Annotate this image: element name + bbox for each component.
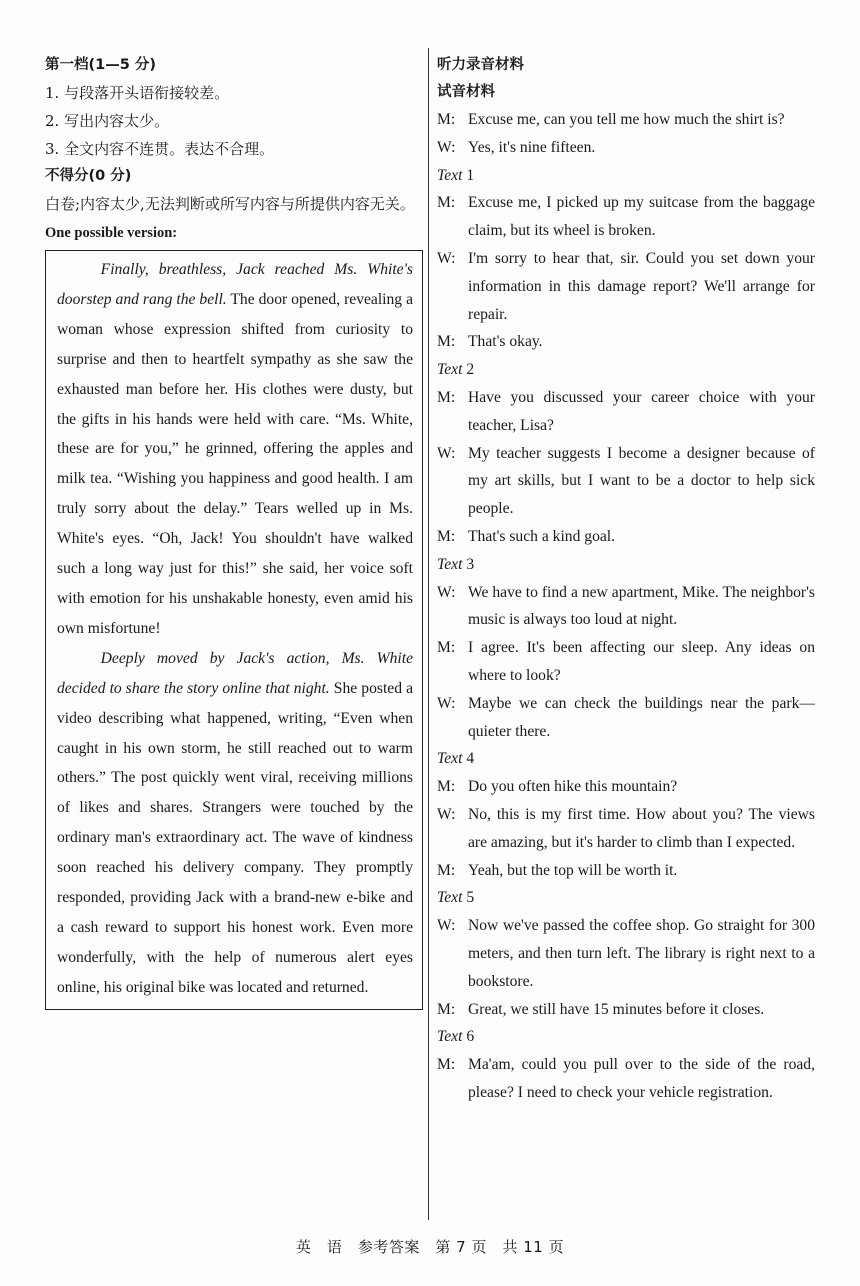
dialogue-text: Now we've passed the coffee shop. Go straight for 300 meters, and then turn left. The library is right next to a bookstore. [468, 917, 815, 990]
text-section-label [437, 1023, 815, 1051]
speaker-label: M: [437, 527, 456, 545]
text-section-label [437, 745, 815, 773]
speaker-label: M: [437, 778, 456, 796]
speaker-label: W: [437, 583, 456, 601]
text-label-number: 5 [462, 889, 475, 907]
dialogue-text: Yes, it's nine fifteen. [468, 138, 596, 156]
dialogue-line [437, 106, 815, 134]
grade0-text: 白卷;内容太少,无法判断或所写内容与所提供内容无关。 [45, 195, 415, 213]
text-label-number: 3 [462, 555, 475, 573]
speaker-label: M: [437, 333, 456, 351]
essay-paragraph-1 [57, 255, 413, 644]
dialogue-text: No, this is my first time. How about you? The views are amazing, but it's harder to climb than I expected. [468, 805, 815, 851]
speaker-label: W: [437, 694, 456, 712]
column-divider [428, 48, 429, 1220]
speaker-label: M: [437, 194, 456, 212]
dialogue-line [437, 690, 815, 746]
speaker-label: W: [437, 917, 456, 935]
essay-paragraph-2-lead: Deeply moved by Jack's action, Ms. White decided to share the story online that night. [57, 649, 413, 697]
dialogue-line [437, 384, 815, 440]
dialogue-text: We have to find a new apartment, Mike. The neighbor's music is always too loud at night. [468, 583, 815, 629]
dialogue-text: Maybe we can check the buildings near the park—quieter there. [468, 694, 815, 740]
text-section-label [437, 551, 815, 579]
dialogue-line [437, 579, 815, 635]
dialogue-line [437, 523, 815, 551]
speaker-label: M: [437, 861, 456, 879]
text-label-word: Text [437, 750, 463, 768]
speaker-label: W: [437, 138, 456, 156]
speaker-label: W: [437, 444, 456, 462]
essay-box [45, 250, 423, 1010]
dialogue-text: My teacher suggests I become a designer because of my art skills, but I want to be a doctor to help sick people. [468, 444, 815, 518]
dialogue-line [437, 440, 815, 523]
dialogue-text: Excuse me, I picked up my suitcase from the baggage claim, but its wheel is broken. [468, 194, 815, 240]
dialogue-text: Do you often hike this mountain? [468, 778, 678, 796]
dialogue-text: I agree. It's been affecting our sleep. Any ideas on where to look? [468, 639, 815, 684]
dialogue-line [437, 189, 815, 245]
sound-test-heading: 试音材料 [437, 84, 495, 100]
speaker-label: W: [437, 249, 456, 267]
grade1-title: 第一档(1—5 分) [45, 57, 156, 73]
text-label-number: 2 [462, 361, 475, 379]
dialogue-line [437, 134, 815, 162]
dialogue-line [437, 1051, 815, 1107]
dialogue-text: Have you discussed your career choice with your teacher, Lisa? [468, 388, 815, 434]
text-section-label [437, 162, 815, 190]
text-section-label [437, 356, 815, 384]
speaker-label: M: [437, 111, 456, 128]
speaker-label: M: [437, 1000, 456, 1018]
dialogue-line [437, 634, 815, 690]
text-label-word: Text [437, 889, 463, 907]
text-section-label [437, 884, 815, 912]
dialogue-line [437, 328, 815, 356]
dialogue-line [437, 996, 815, 1024]
essay-paragraph-2-body: She posted a video describing what happened, writing, “Even when caught in his own storm, he still reached out to warm others.” The post quickly went viral, receiving millions of likes and shares. Strangers were touched by the ordinary man's extraordinary act. The wave of kindness soon reached his delivery company. They promptly responded, providing Jack with a brand-new e-bike and a cash reward to support his honest work. Even more wonderfully, with the help of numerous alert eyes online, his original bike was located and returned. [57, 679, 413, 996]
speaker-label: W: [437, 805, 456, 823]
text-label-number: 6 [462, 1028, 475, 1046]
essay-paragraph-1-lead: Finally, breathless, Jack reached Ms. White's doorstep and rang the bell. [57, 261, 413, 308]
text-label-word: Text [437, 555, 463, 573]
speaker-label: M: [437, 388, 456, 406]
text-label-word: Text [437, 1028, 463, 1046]
text-label-number: 1 [462, 166, 475, 184]
page-footer: 英 语 参考答案 第 7 页 共 11 页 [295, 1238, 565, 1256]
dialogue-text: Ma'am, could you pull over to the side of the road, please? I need to check your vehicle registration. [468, 1056, 815, 1101]
right-column [437, 52, 815, 1107]
dialogue-line [437, 857, 815, 885]
speaker-label: M: [437, 639, 456, 657]
listening-heading: 听力录音材料 [437, 57, 524, 73]
dialogue-text: That's okay. [468, 333, 543, 351]
transcript [437, 106, 815, 1107]
essay-label: One possible version: [45, 225, 178, 241]
dialogue-line [437, 245, 815, 328]
dialogue-text: Great, we still have 15 minutes before it closes. [468, 1000, 765, 1018]
text-label-word: Text [437, 361, 463, 379]
dialogue-text: That's such a kind goal. [468, 527, 616, 545]
text-label-number: 4 [462, 750, 475, 768]
essay-paragraph-2 [57, 644, 413, 1003]
left-column [45, 52, 423, 1010]
grade1-item: 1. 与段落开头语衔接较差。 [45, 84, 230, 102]
dialogue-text: I'm sorry to hear that, sir. Could you set down your information in this damage report? We'll arrange for repair. [468, 249, 815, 323]
grade1-item: 2. 写出内容太少。 [45, 112, 170, 130]
speaker-label: M: [437, 1056, 456, 1074]
essay-paragraph-1-body: The door opened, revealing a woman whose expression shifted from curiosity to surprise and then to heartfelt sympathy as she saw the exhausted man before her. His clothes were dusty, but the gifts in his hands were held with care. “Ms. White, these are for you,” he grinned, offering the apples and milk tea. “Wishing you happiness and good health. I am truly sorry about the delay.” Tears welled up in Ms. White's eyes. “Oh, Jack! You shouldn't have walked such a long way just for this!” she said, her voice soft with emotion for his unshakable honesty, even amid his own misfortune! [57, 290, 413, 637]
dialogue-line [437, 912, 815, 995]
grade1-item: 3. 全文内容不连贯。表达不合理。 [45, 140, 275, 158]
grade0-title: 不得分(0 分) [45, 168, 132, 184]
dialogue-line [437, 801, 815, 857]
dialogue-text: Yeah, but the top will be worth it. [468, 861, 678, 879]
dialogue-line [437, 773, 815, 801]
text-label-word: Text [437, 166, 463, 184]
dialogue-text: Excuse me, can you tell me how much the shirt is? [468, 111, 785, 128]
